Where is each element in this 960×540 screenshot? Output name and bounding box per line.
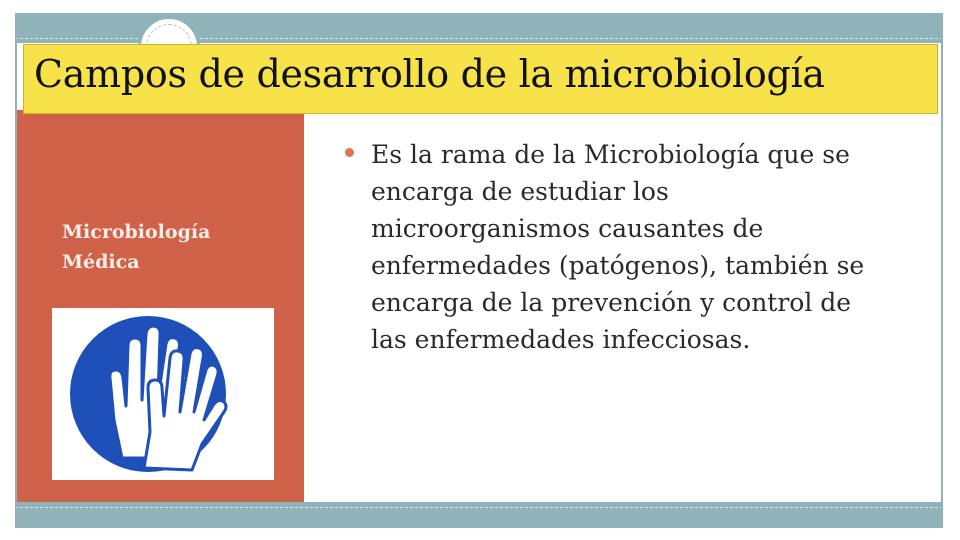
title-banner (23, 44, 938, 114)
bullet-text: Es la rama de la Microbiología que se encarga de estudiar los microorganismos causantes de enfermedades (patógenos), también se encarga de la prevención y control de las enfermedades infecciosas. (371, 140, 865, 354)
bullet-list (345, 136, 865, 358)
frame-bottom-bar (15, 502, 943, 528)
hand-washing-image (52, 308, 274, 480)
hand-washing-sign-icon (52, 308, 274, 480)
frame-right-edge (941, 13, 943, 528)
list-item (345, 136, 865, 358)
side-label-line1: Microbiología (62, 221, 211, 243)
side-label (62, 217, 292, 277)
page-title: Campos de desarrollo de la microbiología (34, 52, 825, 96)
frame-bottom-stitch (15, 507, 943, 508)
side-label-line2: Médica (62, 251, 140, 273)
bullet-dot-icon (345, 148, 354, 157)
side-panel (17, 110, 304, 502)
